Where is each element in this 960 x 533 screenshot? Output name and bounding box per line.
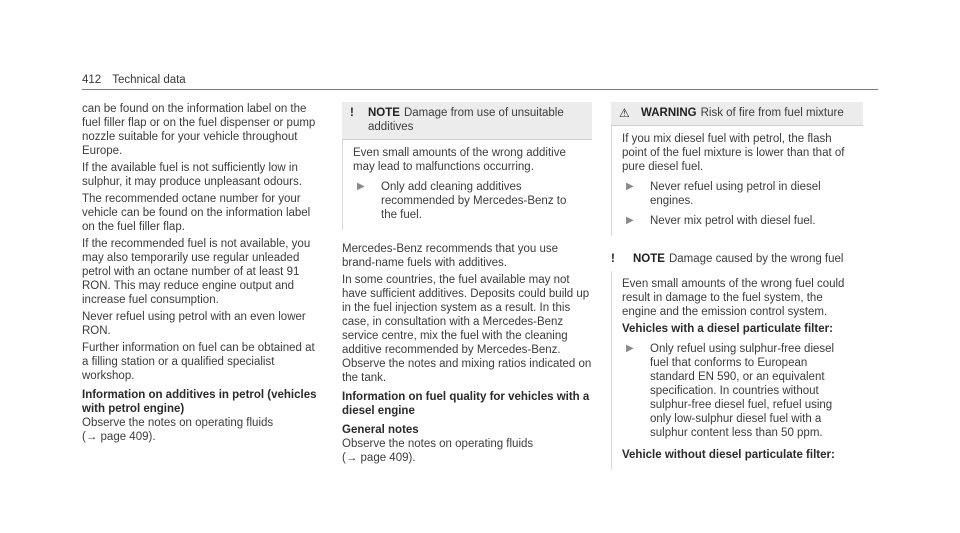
bullet-text: Only refuel using sulphur-free diesel fuel that conforms to European standard EN 590, or an equivalent specification. In countries without sulphur-free diesel fuel, refuel using only low-sulphur diesel fuel with a sulphur content less than 50 ppm. (650, 343, 835, 439)
page-reference-link[interactable]: (→ page 409). (342, 452, 416, 464)
note-title: Damage caused by the wrong fuel (668, 253, 844, 265)
header-rule (82, 89, 878, 90)
arrow-bullet-icon: ▶ (626, 343, 634, 354)
column-1 (82, 102, 322, 447)
bullet-text: Only add cleaning additives recommended by Mercedes-Benz to the fuel. (381, 181, 567, 221)
section-title: Technical data (112, 74, 186, 86)
list-item (622, 342, 855, 440)
list-item (622, 214, 855, 228)
paragraph: Further information on fuel can be obtained at a filling station or a qualified specialist workshop. (82, 342, 315, 382)
warning-header (611, 102, 863, 126)
paragraph: Mercedes-Benz recommends that you use brand-name fuels with additives. (342, 243, 559, 269)
arrow-bullet-icon: ▶ (626, 215, 634, 226)
column-2 (342, 102, 592, 468)
note-box (342, 102, 592, 230)
paragraph: If the available fuel is not sufficiently low in sulphur, it may produce unpleasant odours. (82, 162, 302, 188)
bullet-text: Never mix petrol with diesel fuel. (650, 215, 816, 227)
warning-label: WARNING (641, 107, 697, 119)
note-text: Even small amounts of the wrong fuel could result in damage to the fuel system, the engine and the emission control system. (622, 278, 845, 318)
paragraph: The recommended octane number for your vehicle can be found on the information label on the fuel filler flap. (82, 193, 311, 233)
exclamation-icon: ! (611, 253, 615, 265)
paragraph: can be found on the information label on the fuel filler flap or on the fuel dispenser or pump nozzle suitable for your vehicle throughout Europe. (82, 103, 316, 157)
note-text: Even small amounts of the wrong additive may lead to malfunctions occurring. (353, 147, 566, 173)
exclamation-icon: ! (350, 107, 354, 119)
page-header (82, 74, 186, 86)
note-label: NOTE (633, 253, 665, 265)
note-body (342, 140, 592, 230)
paragraph: In some countries, the fuel available may not have sufficient additives. Deposits could build up in the fuel injection system as a result. In this case, in consultation with a Mercedes-Benz service centre, mix the fuel with the cleaning additive recommended by Mercedes-Benz. Observe the notes and mixing ratios indicated on the tank. (342, 274, 592, 384)
note-subheading: Vehicle without diesel particulate filter: (622, 449, 835, 461)
note-subheading: Vehicles with a diesel particulate filter: (622, 323, 833, 335)
paragraph: Observe the notes on operating fluids (342, 438, 534, 450)
warning-body (611, 126, 863, 236)
page-number: 412 (82, 74, 102, 86)
arrow-bullet-icon: ▶ (626, 181, 634, 192)
arrow-bullet-icon: ▶ (357, 181, 365, 192)
note-label: NOTE (368, 107, 400, 119)
list-item (622, 180, 855, 208)
note-title: Damage from use of unsuitable additives (368, 107, 564, 133)
paragraph: Never refuel using petrol with an even lower RON. (82, 311, 306, 337)
warning-triangle-icon: ⚠ (619, 106, 630, 120)
section-heading: Information on additives in petrol (vehicles with petrol engine) (82, 389, 317, 415)
note-box (611, 246, 863, 469)
warning-title: Risk of fire from fuel mixture (700, 107, 844, 119)
page-reference-link[interactable]: (→ page 409). (82, 431, 156, 443)
warning-text: If you mix diesel fuel with petrol, the flash point of the fuel mixture is lower than that of pure diesel fuel. (622, 133, 845, 173)
paragraph: If the recommended fuel is not available, you may also temporarily use regular unleaded petrol with an octane number of at least 91 RON. This may reduce engine output and increase fuel consumption. (82, 238, 311, 306)
list-item (353, 180, 584, 222)
bullet-text: Never refuel using petrol in diesel engines. (650, 181, 821, 207)
note-header (611, 246, 863, 271)
warning-box (611, 102, 863, 236)
section-heading: Information on fuel quality for vehicles with a diesel engine (342, 391, 590, 417)
note-header (342, 102, 592, 140)
paragraph: Observe the notes on operating fluids (82, 417, 274, 429)
note-body (611, 271, 863, 469)
subheading: General notes (342, 424, 419, 436)
column-3 (611, 102, 863, 469)
